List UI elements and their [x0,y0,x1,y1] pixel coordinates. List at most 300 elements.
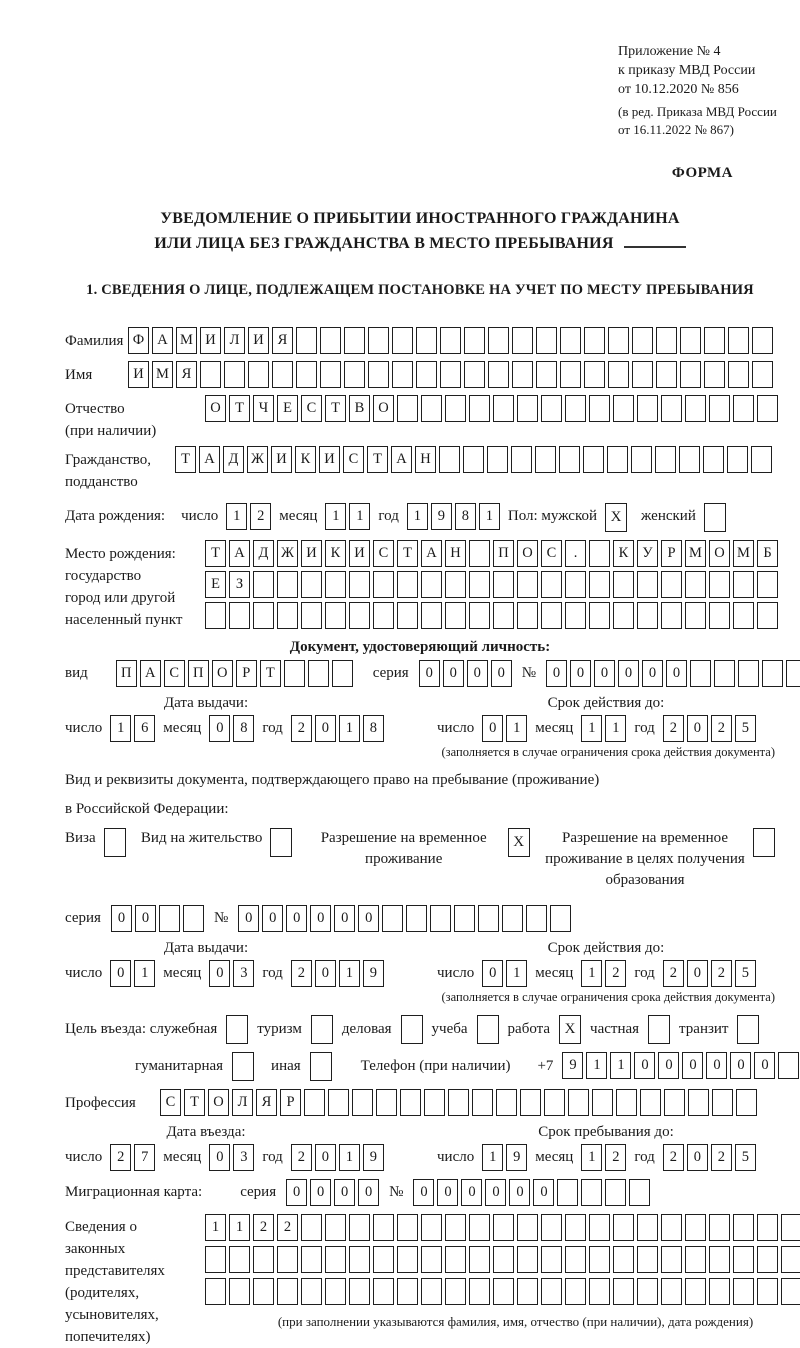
form-cell[interactable]: 2 [711,1144,732,1171]
form-cell[interactable] [733,395,754,422]
purpose-study-checkbox[interactable] [477,1015,499,1044]
form-cell[interactable] [751,446,772,473]
form-cell[interactable] [296,327,317,354]
form-cell[interactable] [469,571,490,598]
form-cell[interactable] [464,327,485,354]
form-cell[interactable]: 9 [431,503,452,530]
form-cell[interactable] [685,1278,706,1305]
form-cell[interactable] [464,361,485,388]
form-cell[interactable] [589,602,610,629]
form-cell[interactable] [560,327,581,354]
form-cell[interactable] [421,1278,442,1305]
form-cell[interactable] [277,1278,298,1305]
form-cell[interactable]: 2 [605,1144,626,1171]
form-cell[interactable]: 0 [238,905,259,932]
form-cell[interactable] [440,361,461,388]
form-cell[interactable] [589,571,610,598]
form-cell[interactable] [541,1246,562,1273]
form-cell[interactable] [632,327,653,354]
form-cell[interactable] [536,361,557,388]
form-cell[interactable] [757,395,778,422]
form-cell[interactable]: 0 [315,1144,336,1171]
form-cell[interactable] [536,327,557,354]
form-cell[interactable]: 2 [605,960,626,987]
form-cell[interactable]: 2 [663,1144,684,1171]
form-cell[interactable]: И [271,446,292,473]
form-cell[interactable]: 0 [315,960,336,987]
form-cell[interactable] [253,1278,274,1305]
form-cell[interactable]: 5 [735,715,756,742]
form-cell[interactable]: 2 [277,1214,298,1241]
form-cell[interactable]: Я [256,1089,277,1116]
form-cell[interactable] [493,1278,514,1305]
form-cell[interactable] [301,1278,322,1305]
form-cell[interactable]: 8 [363,715,384,742]
form-cell[interactable]: 0 [658,1052,679,1079]
form-cell[interactable]: 1 [506,715,527,742]
form-cell[interactable] [373,571,394,598]
form-cell[interactable] [568,1089,589,1116]
form-cell[interactable]: 2 [663,715,684,742]
form-cell[interactable] [733,1246,754,1273]
form-cell[interactable]: 0 [358,905,379,932]
form-cell[interactable] [344,327,365,354]
form-cell[interactable] [445,1214,466,1241]
form-cell[interactable] [757,1278,778,1305]
form-cell[interactable] [301,1246,322,1273]
form-cell[interactable] [526,905,547,932]
form-cell[interactable]: 1 [581,960,602,987]
form-cell[interactable] [709,1278,730,1305]
form-cell[interactable]: Р [661,540,682,567]
form-cell[interactable] [661,1214,682,1241]
form-cell[interactable]: 1 [581,715,602,742]
form-cell[interactable]: 1 [605,715,626,742]
form-cell[interactable] [608,327,629,354]
form-cell[interactable]: 0 [754,1052,775,1079]
form-cell[interactable] [272,361,293,388]
form-cell[interactable]: 0 [437,1179,458,1206]
form-cell[interactable] [685,571,706,598]
form-cell[interactable] [541,1214,562,1241]
form-cell[interactable] [709,602,730,629]
form-cell[interactable]: 0 [618,660,639,687]
form-cell[interactable]: 0 [209,960,230,987]
purpose-work-checkbox[interactable]: X [559,1015,581,1044]
form-cell[interactable]: И [349,540,370,567]
form-cell[interactable]: 9 [562,1052,583,1079]
purpose-transit-checkbox[interactable] [737,1015,759,1044]
form-cell[interactable] [493,571,514,598]
form-cell[interactable]: 5 [735,960,756,987]
form-cell[interactable] [253,1246,274,1273]
form-cell[interactable]: 1 [205,1214,226,1241]
form-cell[interactable] [376,1089,397,1116]
form-cell[interactable] [685,1214,706,1241]
form-cell[interactable] [421,1214,442,1241]
form-cell[interactable]: 0 [467,660,488,687]
form-cell[interactable] [680,327,701,354]
form-cell[interactable] [488,327,509,354]
form-cell[interactable] [493,1246,514,1273]
form-cell[interactable] [616,1089,637,1116]
form-cell[interactable] [661,395,682,422]
form-cell[interactable] [637,395,658,422]
form-cell[interactable] [325,571,346,598]
form-cell[interactable]: О [208,1089,229,1116]
form-cell[interactable]: 0 [485,1179,506,1206]
form-cell[interactable] [589,1214,610,1241]
form-cell[interactable] [535,446,556,473]
form-cell[interactable] [368,361,389,388]
form-cell[interactable]: 2 [291,1144,312,1171]
form-cell[interactable]: Р [236,660,257,687]
form-cell[interactable]: С [373,540,394,567]
form-cell[interactable] [778,1052,799,1079]
form-cell[interactable] [448,1089,469,1116]
form-cell[interactable] [786,660,800,687]
form-cell[interactable]: 0 [730,1052,751,1079]
form-cell[interactable]: М [176,327,197,354]
form-cell[interactable] [583,446,604,473]
form-cell[interactable] [397,1214,418,1241]
form-cell[interactable] [704,361,725,388]
form-cell[interactable]: 2 [250,503,271,530]
form-cell[interactable] [229,1278,250,1305]
form-cell[interactable] [469,1278,490,1305]
form-cell[interactable] [664,1089,685,1116]
form-cell[interactable]: 0 [687,1144,708,1171]
form-cell[interactable]: Р [280,1089,301,1116]
purpose-official-checkbox[interactable] [226,1015,248,1044]
form-cell[interactable]: 0 [286,905,307,932]
form-cell[interactable] [589,1246,610,1273]
form-cell[interactable]: 1 [339,960,360,987]
form-cell[interactable] [373,1214,394,1241]
form-cell[interactable]: П [116,660,137,687]
form-cell[interactable]: 0 [334,1179,355,1206]
form-cell[interactable] [757,571,778,598]
form-cell[interactable]: 0 [491,660,512,687]
form-cell[interactable]: 1 [339,715,360,742]
sex-male-checkbox[interactable]: X [605,503,627,532]
form-cell[interactable] [325,1278,346,1305]
form-cell[interactable]: 1 [586,1052,607,1079]
form-cell[interactable] [517,602,538,629]
purpose-other-checkbox[interactable] [310,1052,332,1081]
form-cell[interactable] [469,1246,490,1273]
form-cell[interactable] [709,395,730,422]
form-cell[interactable] [344,361,365,388]
form-cell[interactable] [487,446,508,473]
form-cell[interactable]: 1 [229,1214,250,1241]
form-cell[interactable] [445,571,466,598]
form-cell[interactable]: Л [232,1089,253,1116]
form-cell[interactable] [712,1089,733,1116]
form-cell[interactable] [424,1089,445,1116]
form-cell[interactable]: 0 [642,660,663,687]
form-cell[interactable] [205,1278,226,1305]
form-cell[interactable] [248,361,269,388]
form-cell[interactable]: 0 [461,1179,482,1206]
form-cell[interactable] [781,1278,800,1305]
form-cell[interactable]: Е [277,395,298,422]
form-cell[interactable] [328,1089,349,1116]
form-cell[interactable] [584,327,605,354]
form-cell[interactable] [631,446,652,473]
form-cell[interactable] [478,905,499,932]
form-cell[interactable] [709,571,730,598]
form-cell[interactable] [368,327,389,354]
form-cell[interactable] [277,1246,298,1273]
form-cell[interactable] [512,327,533,354]
form-cell[interactable]: 0 [310,905,331,932]
form-cell[interactable] [605,1179,626,1206]
form-cell[interactable]: 0 [509,1179,530,1206]
sex-female-checkbox[interactable] [704,503,726,532]
form-cell[interactable]: 0 [482,715,503,742]
form-cell[interactable]: А [229,540,250,567]
form-cell[interactable]: О [373,395,394,422]
form-cell[interactable] [304,1089,325,1116]
form-cell[interactable] [557,1179,578,1206]
form-cell[interactable]: Т [229,395,250,422]
form-cell[interactable]: 0 [286,1179,307,1206]
form-cell[interactable] [253,571,274,598]
form-cell[interactable]: Н [445,540,466,567]
form-cell[interactable] [613,1278,634,1305]
form-cell[interactable] [709,1214,730,1241]
form-cell[interactable] [661,1246,682,1273]
form-cell[interactable] [454,905,475,932]
form-cell[interactable] [685,602,706,629]
form-cell[interactable]: 6 [134,715,155,742]
form-cell[interactable]: 1 [506,960,527,987]
form-cell[interactable] [517,1278,538,1305]
form-cell[interactable]: М [685,540,706,567]
form-cell[interactable] [632,361,653,388]
form-cell[interactable] [655,446,676,473]
form-cell[interactable]: Д [253,540,274,567]
form-cell[interactable] [608,361,629,388]
form-cell[interactable] [325,602,346,629]
form-cell[interactable] [382,905,403,932]
form-cell[interactable]: В [349,395,370,422]
form-cell[interactable] [421,602,442,629]
form-cell[interactable] [493,602,514,629]
form-cell[interactable] [517,571,538,598]
form-cell[interactable]: С [160,1089,181,1116]
form-cell[interactable]: О [517,540,538,567]
form-cell[interactable]: 2 [711,960,732,987]
form-cell[interactable] [613,1246,634,1273]
form-cell[interactable] [301,1214,322,1241]
form-cell[interactable]: О [205,395,226,422]
form-cell[interactable] [253,602,274,629]
form-cell[interactable] [445,602,466,629]
form-cell[interactable]: Д [223,446,244,473]
form-cell[interactable]: С [343,446,364,473]
form-cell[interactable] [733,602,754,629]
form-cell[interactable] [613,395,634,422]
form-cell[interactable] [397,1278,418,1305]
form-cell[interactable]: 0 [209,1144,230,1171]
form-cell[interactable]: Т [260,660,281,687]
form-cell[interactable] [728,327,749,354]
form-cell[interactable] [565,1246,586,1273]
form-cell[interactable]: 0 [594,660,615,687]
form-cell[interactable] [392,327,413,354]
form-cell[interactable] [472,1089,493,1116]
form-cell[interactable]: 0 [413,1179,434,1206]
form-cell[interactable]: К [295,446,316,473]
form-cell[interactable] [520,1089,541,1116]
form-cell[interactable] [463,446,484,473]
form-cell[interactable] [421,571,442,598]
form-cell[interactable] [517,395,538,422]
form-cell[interactable] [493,395,514,422]
form-cell[interactable]: А [199,446,220,473]
form-cell[interactable] [469,1214,490,1241]
form-cell[interactable] [400,1089,421,1116]
form-cell[interactable] [159,905,180,932]
form-cell[interactable] [685,1246,706,1273]
form-cell[interactable] [416,361,437,388]
form-cell[interactable] [469,395,490,422]
form-cell[interactable]: Е [205,571,226,598]
form-cell[interactable]: 0 [110,960,131,987]
form-cell[interactable] [373,602,394,629]
form-cell[interactable] [349,602,370,629]
form-cell[interactable]: Т [184,1089,205,1116]
form-cell[interactable] [421,395,442,422]
form-cell[interactable] [661,1278,682,1305]
form-cell[interactable]: П [188,660,209,687]
form-cell[interactable] [752,327,773,354]
form-cell[interactable]: 2 [291,960,312,987]
residence-permit-checkbox[interactable] [270,828,292,857]
form-cell[interactable]: 1 [226,503,247,530]
form-cell[interactable] [680,361,701,388]
form-cell[interactable]: 0 [135,905,156,932]
form-cell[interactable]: С [541,540,562,567]
form-cell[interactable]: 8 [233,715,254,742]
form-cell[interactable]: 0 [262,905,283,932]
form-cell[interactable] [738,660,759,687]
form-cell[interactable] [469,602,490,629]
form-cell[interactable]: 1 [581,1144,602,1171]
form-cell[interactable] [224,361,245,388]
form-cell[interactable]: 2 [253,1214,274,1241]
form-cell[interactable] [440,327,461,354]
form-cell[interactable]: 0 [687,715,708,742]
form-cell[interactable] [541,395,562,422]
form-cell[interactable] [445,1278,466,1305]
form-cell[interactable]: 0 [443,660,464,687]
form-cell[interactable] [229,602,250,629]
form-cell[interactable] [301,602,322,629]
form-cell[interactable]: О [709,540,730,567]
form-cell[interactable] [416,327,437,354]
form-cell[interactable]: П [493,540,514,567]
form-cell[interactable] [277,571,298,598]
form-cell[interactable] [637,1278,658,1305]
temp-residence-edu-checkbox[interactable] [753,828,775,857]
form-cell[interactable] [629,1179,650,1206]
form-cell[interactable]: М [152,361,173,388]
form-cell[interactable]: 3 [233,960,254,987]
form-cell[interactable] [781,1246,800,1273]
form-cell[interactable]: 9 [363,1144,384,1171]
form-cell[interactable] [584,361,605,388]
form-cell[interactable]: Я [176,361,197,388]
form-cell[interactable] [320,327,341,354]
form-cell[interactable]: Т [397,540,418,567]
form-cell[interactable] [565,1278,586,1305]
form-cell[interactable] [752,361,773,388]
form-cell[interactable] [565,395,586,422]
form-cell[interactable] [439,446,460,473]
form-cell[interactable] [397,571,418,598]
form-cell[interactable]: С [164,660,185,687]
form-cell[interactable] [661,571,682,598]
form-cell[interactable] [421,1246,442,1273]
form-cell[interactable] [637,1246,658,1273]
form-cell[interactable]: 1 [349,503,370,530]
form-cell[interactable] [349,1278,370,1305]
form-cell[interactable] [445,395,466,422]
form-cell[interactable] [541,571,562,598]
form-cell[interactable]: Т [205,540,226,567]
form-cell[interactable]: . [565,540,586,567]
form-cell[interactable]: М [733,540,754,567]
form-cell[interactable]: 0 [111,905,132,932]
form-cell[interactable] [308,660,329,687]
form-cell[interactable] [320,361,341,388]
form-cell[interactable]: Т [175,446,196,473]
form-cell[interactable] [709,1246,730,1273]
form-cell[interactable] [488,361,509,388]
form-cell[interactable] [685,395,706,422]
form-cell[interactable] [373,1246,394,1273]
form-cell[interactable] [517,1246,538,1273]
form-cell[interactable]: 3 [233,1144,254,1171]
form-cell[interactable] [640,1089,661,1116]
form-cell[interactable]: А [391,446,412,473]
form-cell[interactable]: 2 [291,715,312,742]
form-cell[interactable] [200,361,221,388]
form-cell[interactable] [690,660,711,687]
form-cell[interactable] [373,1278,394,1305]
form-cell[interactable] [430,905,451,932]
form-cell[interactable]: Б [757,540,778,567]
form-cell[interactable]: 0 [634,1052,655,1079]
form-cell[interactable] [762,660,783,687]
form-cell[interactable]: 1 [479,503,500,530]
form-cell[interactable]: Н [415,446,436,473]
form-cell[interactable] [332,660,353,687]
form-cell[interactable]: Ч [253,395,274,422]
form-cell[interactable] [284,660,305,687]
form-cell[interactable] [349,1214,370,1241]
form-cell[interactable]: Т [325,395,346,422]
form-cell[interactable]: Ф [128,327,149,354]
form-cell[interactable] [592,1089,613,1116]
form-cell[interactable] [637,602,658,629]
form-cell[interactable] [512,361,533,388]
form-cell[interactable] [656,361,677,388]
form-cell[interactable] [781,1214,800,1241]
